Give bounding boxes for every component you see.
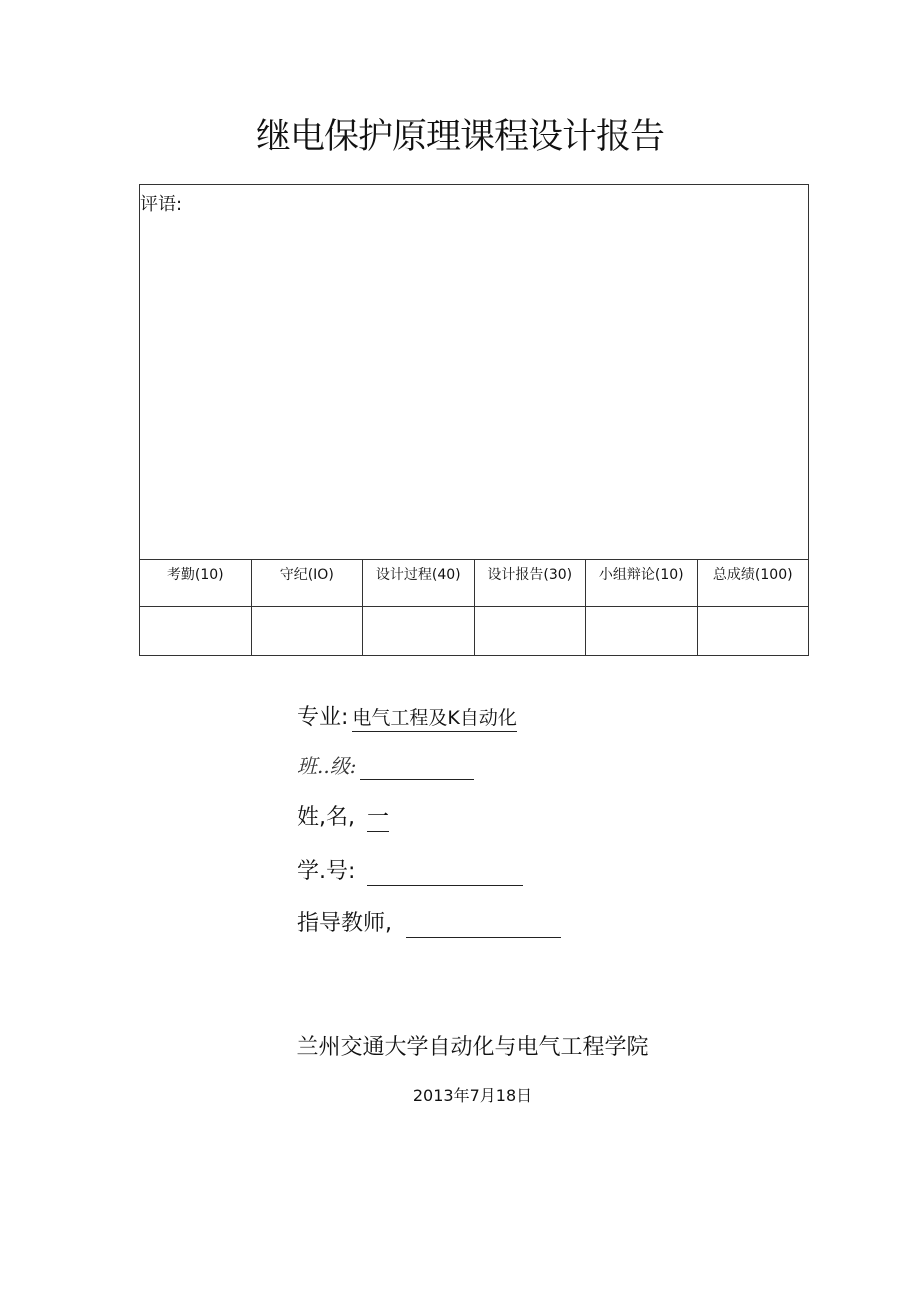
score-value-attendance	[140, 607, 252, 655]
institution-name: 兰州交通大学自动化与电气工程学院	[296, 1035, 649, 1060]
student-id-row	[297, 858, 523, 886]
major-value: 电气工程及K自动化	[352, 705, 516, 732]
score-header-design-report: 设计报告(30)	[475, 560, 587, 606]
class-value	[360, 757, 474, 780]
class-label: 班..级:	[297, 754, 357, 778]
score-value-design-process	[363, 607, 475, 655]
score-header-total: 总成绩(100)	[712, 567, 793, 583]
comment-label: 评语:	[140, 194, 183, 215]
score-value-row	[140, 607, 808, 655]
score-header-row	[140, 559, 808, 607]
score-header-design-process: 设计过程(40)	[363, 560, 475, 606]
score-value-group-debate	[586, 607, 698, 655]
advisor-value	[406, 915, 561, 938]
score-header-discipline: 守纪(IO)	[252, 560, 364, 606]
class-row	[297, 752, 474, 780]
document-title: 继电保护原理课程设计报告	[255, 117, 664, 157]
advisor-label: 指导教师,	[297, 911, 392, 936]
major-row	[297, 704, 517, 732]
advisor-row	[297, 910, 561, 938]
evaluation-table	[139, 184, 809, 656]
name-row	[297, 804, 389, 832]
score-value-design-report	[475, 607, 587, 655]
score-header-group-debate: 小组辩论(10)	[586, 560, 698, 606]
student-id-label: 学.号:	[297, 859, 356, 884]
score-value-discipline	[252, 607, 364, 655]
report-date: 2013年7月18日	[412, 1086, 533, 1105]
score-value-total	[698, 607, 809, 655]
name-label: 姓,名,	[297, 805, 355, 830]
student-id-value	[367, 863, 523, 886]
major-label: 专业:	[297, 705, 349, 730]
name-value: 一	[367, 805, 390, 830]
score-header-attendance: 考勤(10)	[140, 560, 252, 606]
